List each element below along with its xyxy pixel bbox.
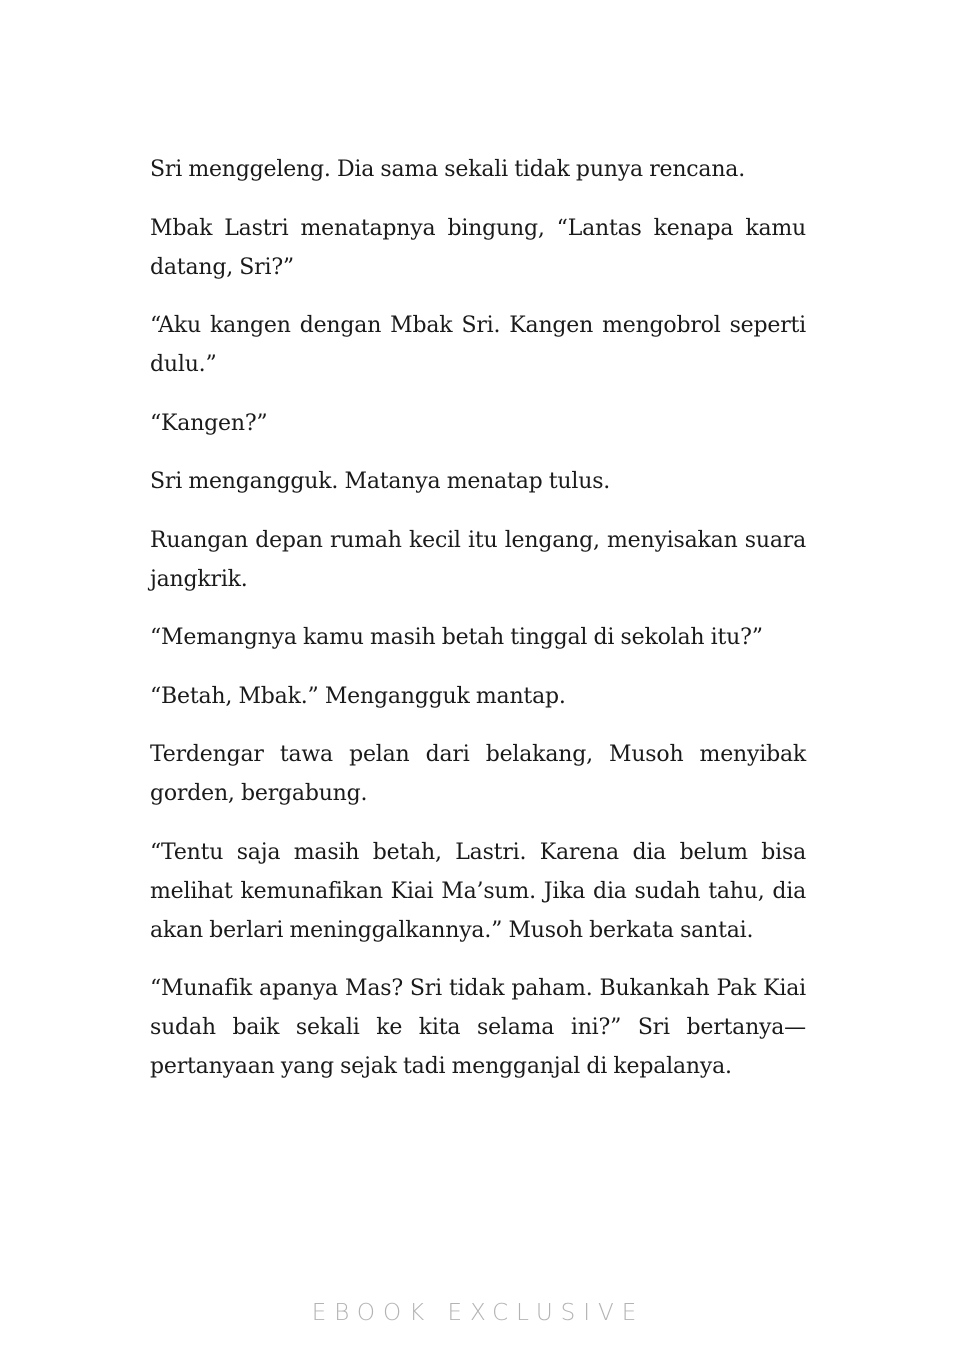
paragraph: Sri mengangguk. Matanya menatap tulus.	[150, 469, 611, 494]
paragraph: Terdengar tawa pelan dari belakang, Musoh menyibak gorden, bergabung.	[150, 742, 806, 806]
paragraph: “Tentu saja masih betah, Lastri. Karena dia belum bisa melihat kemunafikan Kiai Ma’sum. Jika dia sudah tahu, dia akan berlari meninggalkannya.” Musoh berkata santai.	[150, 839, 806, 943]
paragraph: Ruangan depan rumah kecil itu lengang, menyisakan suara jangkrik.	[150, 527, 806, 592]
paragraph: “Aku kangen dengan Mbak Sri. Kangen mengobrol seperti dulu.”	[150, 313, 806, 377]
paragraph: “Betah, Mbak.” Mengangguk mantap.	[150, 683, 566, 709]
paragraph: “Munafik apanya Mas? Sri tidak paham. Bukankah Pak Kiai sudah baik sekali ke kita selama ini?” Sri bertanya—pertanyaan yang sejak tadi mengganjal di kepalanya.	[150, 976, 806, 1079]
paragraph: Sri menggeleng. Dia sama sekali tidak punya rencana.	[150, 157, 746, 182]
page-body	[150, 150, 806, 1106]
paragraph: Mbak Lastri menatapnya bingung, “Lantas kenapa kamu datang, Sri?”	[150, 215, 806, 280]
paragraph: “Memangnya kamu masih betah tinggal di sekolah itu?”	[150, 625, 763, 650]
page-footer: EBOOK EXCLUSIVE	[311, 1300, 645, 1326]
paragraph: “Kangen?”	[150, 410, 268, 436]
